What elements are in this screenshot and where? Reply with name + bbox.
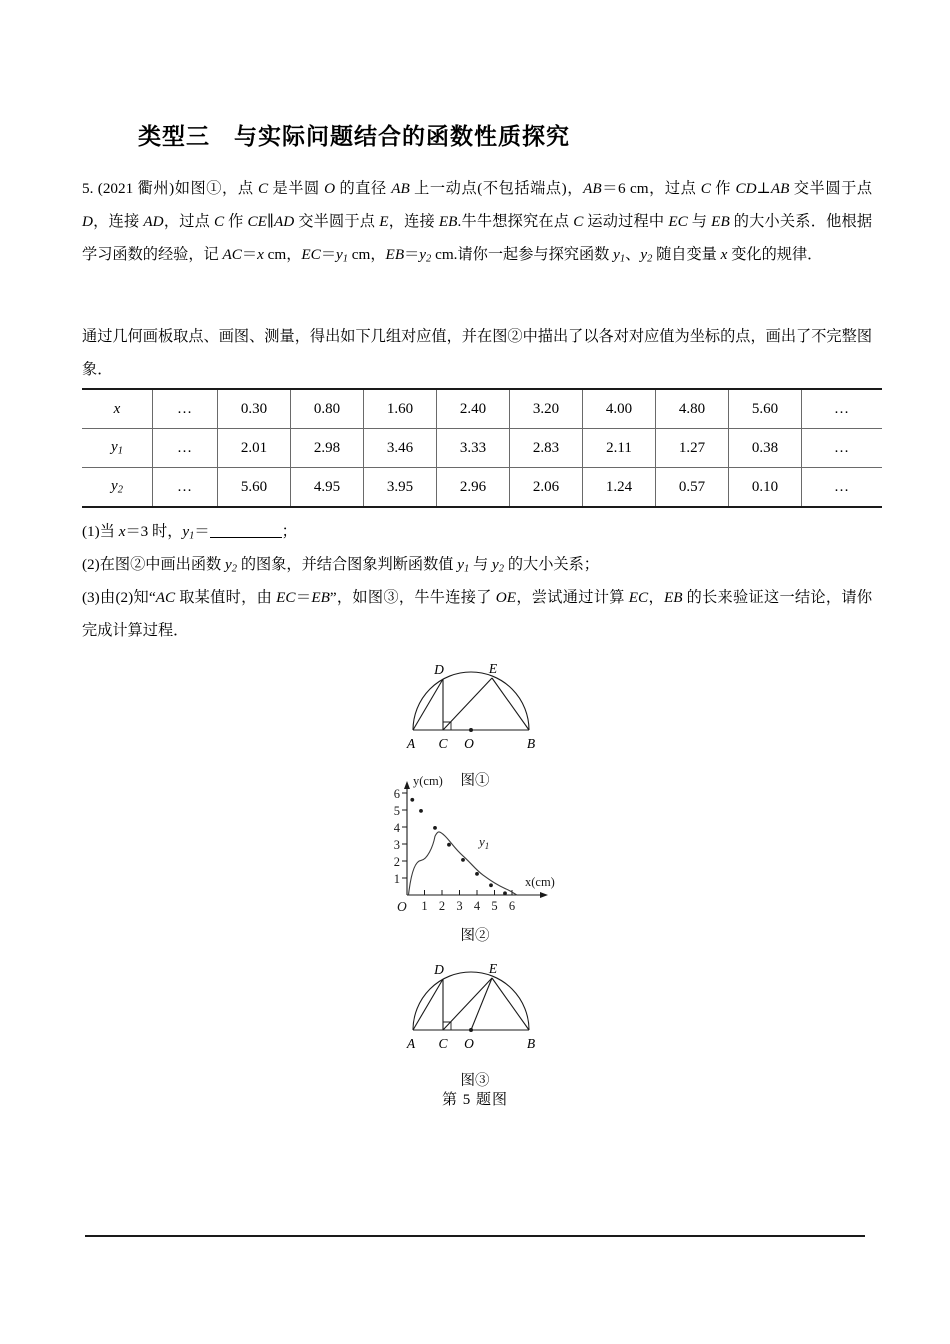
- math-var: EB: [711, 213, 730, 230]
- text-run: 5. (2021: [82, 180, 138, 197]
- text-run: (3)由(2)知“: [82, 589, 156, 606]
- figure-3-caption: 图③: [460, 1073, 490, 1089]
- table-cell: 0.38: [729, 429, 802, 468]
- x-axis-arrow: [540, 892, 548, 898]
- math-var: EB: [385, 246, 405, 263]
- label-B: B: [526, 736, 536, 751]
- text-run: ，过点: [163, 213, 214, 230]
- table-cell: 5.60: [729, 389, 802, 429]
- tail-ellipsis: …: [802, 389, 883, 429]
- table-cell: 0.57: [656, 468, 729, 508]
- table-cell: 3.46: [364, 429, 437, 468]
- data-point: [503, 891, 507, 895]
- y-tick-marks: [402, 793, 407, 878]
- text-run: 随自变量: [652, 246, 721, 263]
- text-run: 与: [469, 556, 493, 573]
- math-var: O: [324, 180, 336, 197]
- label-D: D: [434, 662, 444, 677]
- origin-label: O: [397, 899, 407, 914]
- table-cell: 3.95: [364, 468, 437, 508]
- semicircle-diagram-3: [395, 948, 555, 1063]
- text-run: ＝6 cm，过点: [601, 180, 701, 197]
- text-run: ，连接: [388, 213, 439, 230]
- x-tick-3: 3: [456, 899, 463, 913]
- text-run: (1)当: [82, 523, 119, 540]
- text-run: 交半圆于点: [789, 180, 873, 197]
- text-run: ＝: [241, 246, 258, 263]
- math-var: AD: [143, 213, 164, 230]
- table-cell: 2.40: [437, 389, 510, 429]
- y-tick-5: 5: [393, 804, 400, 818]
- semicircle-diagram-1: [395, 648, 555, 763]
- y-tick-4: 4: [393, 821, 400, 835]
- text-run: cm，: [348, 246, 386, 263]
- math-var: AB: [391, 180, 410, 197]
- math-var: AC: [155, 589, 176, 606]
- math-var: EC: [628, 589, 649, 606]
- table-cell: 0.30: [218, 389, 291, 429]
- math-var: y: [492, 556, 499, 573]
- y-tick-6: 6: [393, 787, 400, 801]
- problem-statement-paragraph: [82, 172, 872, 276]
- table-cell: 1.24: [583, 468, 656, 508]
- table-cell: 2.96: [437, 468, 510, 508]
- text-run: 变化的规律．: [727, 246, 823, 263]
- math-var: AC: [222, 246, 242, 263]
- math-var: y: [336, 246, 343, 263]
- text-run: (2)在图②中画出函数: [82, 556, 226, 573]
- table-row: [82, 429, 882, 468]
- label-B: B: [526, 1036, 536, 1051]
- lead-ellipsis: …: [153, 389, 218, 429]
- tail-ellipsis: …: [802, 429, 883, 468]
- table-cell: 3.20: [510, 389, 583, 429]
- math-var: y: [182, 523, 190, 540]
- curve-label-y1: $y_1$: [479, 834, 490, 851]
- label-A: A: [406, 1036, 416, 1051]
- y-tick-1: 1: [393, 872, 400, 886]
- math-var: C: [257, 180, 269, 197]
- text-run: cm，: [263, 246, 302, 263]
- text-run: ，尝试通过计算: [516, 589, 629, 606]
- text-run: .牛牛想探究在点: [457, 213, 574, 230]
- answer-blank[interactable]: [210, 537, 282, 538]
- paragraph-2: 通过几何画板取点、画图、测量，得出如下几组对应值，并在图②中描出了以各对对应值为坐标的点，画出了不完整图象．: [82, 328, 872, 378]
- question-1: [82, 515, 872, 553]
- y-axis-arrow: [404, 781, 410, 789]
- data-point: [489, 883, 493, 887]
- table-cell: 2.06: [510, 468, 583, 508]
- text-run: ＝3 时，: [125, 523, 183, 540]
- y1-curve: [409, 832, 518, 895]
- text-run: 的长来验证这一结论，请你完成计算过程．: [82, 589, 873, 639]
- x-tick-5: 5: [491, 899, 498, 913]
- y-tick-labels: [394, 787, 401, 886]
- table-row: [82, 389, 882, 429]
- math-var: E: [379, 213, 389, 230]
- text-run: 上一动点(不包括端点)，: [409, 180, 584, 197]
- math-var: D: [82, 213, 93, 230]
- text-run: 衢州: [137, 180, 170, 197]
- row-label-text: y: [111, 439, 118, 456]
- table-cell: 4.00: [583, 389, 656, 429]
- table-cell: 2.11: [583, 429, 656, 468]
- data-point: [461, 858, 465, 862]
- y-tick-2: 2: [393, 855, 400, 869]
- table-cell: 5.60: [218, 468, 291, 508]
- label-C: C: [438, 736, 448, 751]
- math-subscript: 1: [463, 563, 470, 575]
- row-label-text: x: [113, 400, 121, 417]
- math-subscript: 2: [231, 563, 238, 575]
- text-run: cm.请你一起参与探究函数: [431, 246, 614, 263]
- table-cell: 0.80: [291, 389, 364, 429]
- table-cell: 4.80: [656, 389, 729, 429]
- text-run: 作: [710, 180, 736, 197]
- x-tick-2: 2: [438, 899, 446, 913]
- figure-1-caption: 图①: [460, 773, 490, 789]
- math-var: AD: [273, 213, 295, 230]
- x-tick-4: 4: [473, 899, 481, 913]
- figure-1: [395, 648, 555, 790]
- text-run: 取某值时，由: [175, 589, 277, 606]
- center-point-O: [469, 728, 473, 732]
- math-subscript: 2: [498, 563, 505, 575]
- math-var: x: [118, 523, 126, 540]
- page-title: 类型三 与实际问题结合的函数性质探究: [138, 123, 570, 149]
- math-var: C: [573, 213, 584, 230]
- label-D: D: [434, 962, 444, 977]
- segment-AD: [413, 679, 443, 730]
- tail-ellipsis: …: [802, 468, 883, 508]
- text-run: 交半圆于点: [294, 213, 380, 230]
- x-tick-labels: [421, 899, 515, 913]
- data-point: [447, 843, 451, 847]
- text-run: ＝: [194, 523, 210, 540]
- math-var: y: [225, 556, 232, 573]
- footer-divider: [85, 1235, 865, 1237]
- paragraph-1: [82, 172, 872, 276]
- math-subscript: 1: [619, 253, 626, 265]
- math-var: x: [720, 246, 728, 263]
- y-tick-3: 3: [393, 838, 400, 852]
- math-var: CE: [247, 213, 267, 230]
- y2-data-points: [410, 798, 507, 895]
- math-var: CD: [735, 180, 757, 197]
- table-cell: 4.95: [291, 468, 364, 508]
- math-var: C: [700, 180, 711, 197]
- label-O: O: [464, 736, 474, 751]
- table-cell: 2.83: [510, 429, 583, 468]
- x-axis-label: x(cm): [525, 875, 555, 889]
- text-run: 的图象，并结合图象判断函数值: [237, 556, 458, 573]
- math-subscript: 1: [189, 530, 195, 542]
- math-var: y: [640, 246, 648, 263]
- text-run: 运动过程中: [583, 213, 669, 230]
- row-label-x: [82, 389, 153, 429]
- math-var: EB: [438, 213, 458, 230]
- math-var: EC: [276, 589, 296, 606]
- label-O: O: [464, 1036, 474, 1051]
- table-intro-paragraph: [82, 320, 872, 386]
- text-run: 的直径: [335, 180, 392, 197]
- overall-figure-caption: 第 5 题图: [441, 1092, 509, 1108]
- text-run: ”，如图③，牛牛连接了: [329, 589, 496, 606]
- label-E: E: [488, 661, 498, 676]
- row-label-y1: [82, 429, 153, 468]
- table-row: [82, 468, 882, 508]
- row-label-text: y: [111, 478, 118, 495]
- math-var: y: [457, 556, 464, 573]
- lead-ellipsis: …: [153, 429, 218, 468]
- question-2: [82, 548, 872, 586]
- table-cell: 2.01: [218, 429, 291, 468]
- table-cell: 0.10: [729, 468, 802, 508]
- label-C: C: [438, 1036, 448, 1051]
- row-label-subscript: 2: [117, 484, 123, 496]
- segment-OE: [471, 978, 492, 1030]
- x-tick-marks: [425, 890, 513, 895]
- math-var: y: [613, 246, 620, 263]
- center-point-O: [469, 1028, 473, 1032]
- perp-symbol: ⊥: [756, 180, 771, 197]
- data-point: [475, 872, 479, 876]
- x-tick-6: 6: [508, 899, 516, 913]
- figure-2-caption: 图②: [460, 928, 490, 944]
- math-var: EC: [301, 246, 321, 263]
- text-run: 的大小关系．他根据学习函数的经验，记: [82, 213, 873, 263]
- table-cell: 1.27: [656, 429, 729, 468]
- text-run: ＝: [320, 246, 336, 263]
- text-run: ＝: [404, 246, 420, 263]
- math-var: C: [214, 213, 225, 230]
- x-tick-1: 1: [421, 899, 428, 913]
- data-point: [410, 798, 414, 802]
- correspondence-table: [82, 388, 882, 508]
- math-var: EB: [663, 589, 683, 606]
- math-var: y: [419, 246, 427, 263]
- math-var: AB: [583, 180, 602, 197]
- row-label-subscript: 1: [117, 445, 123, 457]
- text-run: ＝: [295, 589, 312, 606]
- segment-AD: [413, 979, 443, 1030]
- y-axis-label: y(cm): [413, 774, 443, 788]
- parallel-symbol: ∥: [266, 213, 274, 230]
- function-graph: [375, 773, 575, 918]
- math-var: x: [257, 246, 264, 263]
- text-run: 作: [224, 213, 248, 230]
- data-point: [433, 826, 437, 830]
- label-A: A: [406, 736, 416, 751]
- text-run: ，连接: [92, 213, 144, 230]
- text-run: 、: [625, 246, 641, 263]
- question-3: [82, 581, 872, 647]
- math-subscript: 1: [342, 253, 348, 265]
- math-var: OE: [495, 589, 517, 606]
- text-run: 与: [687, 213, 712, 230]
- math-subscript: 2: [647, 253, 653, 265]
- math-var: EB: [311, 589, 330, 606]
- table-cell: 1.60: [364, 389, 437, 429]
- math-var: AB: [770, 180, 790, 197]
- table-cell: 3.33: [437, 429, 510, 468]
- text-run: 是半圆: [268, 180, 325, 197]
- math-subscript: 2: [426, 253, 432, 265]
- lead-ellipsis: …: [153, 468, 218, 508]
- row-label-y2: [82, 468, 153, 508]
- data-point: [419, 809, 423, 813]
- table-cell: 2.98: [291, 429, 364, 468]
- text-run: 的大小关系；: [504, 556, 599, 573]
- label-E: E: [488, 961, 498, 976]
- figure-2: [375, 773, 575, 945]
- text-run: )如图①，点: [169, 180, 258, 197]
- text-run: ，: [648, 589, 664, 606]
- text-run: ；: [281, 523, 297, 540]
- figure-3: [395, 948, 555, 1090]
- math-var: EC: [668, 213, 688, 230]
